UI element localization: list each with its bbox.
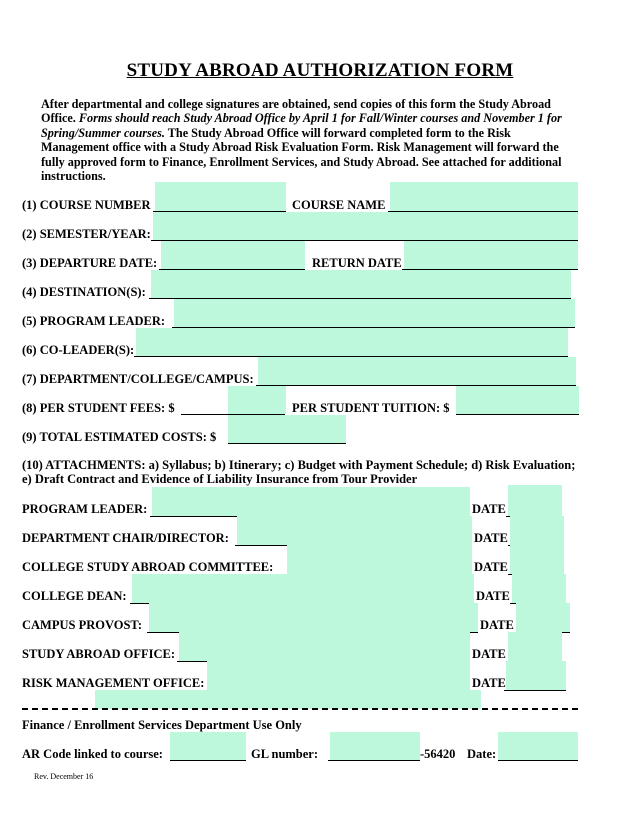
signature-field-risk-management[interactable] xyxy=(207,661,470,690)
destinations-label: (4) DESTINATION(S): xyxy=(22,285,146,299)
date-label: DATE xyxy=(474,531,508,545)
per-student-tuition-label: PER STUDENT TUITION: $ xyxy=(292,401,450,415)
date-field-college-dean[interactable] xyxy=(512,574,566,603)
finance-heading: Finance / Enrollment Services Department Use Only xyxy=(22,718,302,732)
signature-label-study-abroad-committee: COLLEGE STUDY ABROAD COMMITTEE: xyxy=(22,560,274,574)
separator-dashes xyxy=(22,708,578,710)
program-leader-field[interactable] xyxy=(174,299,575,327)
date-label: DATE xyxy=(472,502,506,516)
course-name-label: COURSE NAME xyxy=(292,198,386,212)
date-field-study-abroad-office[interactable] xyxy=(508,632,562,661)
semester-year-label: (2) SEMESTER/YEAR: xyxy=(22,227,151,241)
signature-label-study-abroad-office: STUDY ABROAD OFFICE: xyxy=(22,647,176,661)
course-number-field[interactable] xyxy=(155,182,286,211)
date-field-risk-management[interactable] xyxy=(506,661,566,690)
signature-label-campus-provost: CAMPUS PROVOST: xyxy=(22,618,143,632)
intro-text-1: After departmental and college signatures are obtained, send copies of this form the Study Abroad Office. xyxy=(41,97,551,126)
signature-field-department-chair[interactable] xyxy=(237,516,472,545)
risk-management-extra-field[interactable] xyxy=(95,690,481,709)
finance-date-label: Date: xyxy=(467,747,497,761)
total-costs-line xyxy=(228,443,346,444)
signature-field-campus-provost[interactable] xyxy=(149,603,478,632)
ar-code-label: AR Code linked to course: xyxy=(22,747,163,761)
co-leaders-field[interactable] xyxy=(136,328,568,356)
intro-deadline-text: Forms should reach Study Abroad Office by April 1 for Fall/Winter courses and November 1 for Spring/Summer courses. xyxy=(41,111,562,140)
finance-date-line xyxy=(498,760,578,761)
return-date-label: RETURN DATE xyxy=(312,256,402,270)
finance-date-field[interactable] xyxy=(498,732,578,760)
intro-paragraph xyxy=(41,97,576,183)
departure-date-field[interactable] xyxy=(161,241,305,269)
gl-suffix: -56420 xyxy=(420,747,456,761)
date-label: DATE xyxy=(472,647,506,661)
signature-label-risk-management: RISK MANAGEMENT OFFICE: xyxy=(22,676,205,690)
signature-label-program-leader: PROGRAM LEADER: xyxy=(22,502,148,516)
signature-field-study-abroad-committee[interactable] xyxy=(287,545,472,574)
signature-field-program-leader[interactable] xyxy=(152,487,470,516)
total-costs-field[interactable] xyxy=(228,415,346,443)
intro-text-2: The Study Abroad Office will forward completed form to the Risk Management office with a Study Abroad Risk Evaluation Form. Risk Management will forward the fully approved form to Finance, Enrollment Services, and Study Abroad. See attached for additional instructions. xyxy=(41,125,562,184)
course-name-field[interactable] xyxy=(390,182,578,211)
destinations-field[interactable] xyxy=(151,270,571,298)
total-costs-label: (9) TOTAL ESTIMATED COSTS: $ xyxy=(22,430,217,444)
department-field[interactable] xyxy=(258,357,576,385)
per-student-tuition-line xyxy=(456,414,579,415)
date-field-program-leader[interactable] xyxy=(508,485,562,516)
gl-number-label: GL number: xyxy=(251,747,319,761)
ar-code-field[interactable] xyxy=(170,732,246,760)
department-label: (7) DEPARTMENT/COLLEGE/CAMPUS: xyxy=(22,372,254,386)
date-label: DATE xyxy=(480,618,514,632)
attachments-text: (10) ATTACHMENTS: a) Syllabus; b) Itinerary; c) Budget with Payment Schedule; d) Risk Evaluation; e) Draft Contract and Evidence of Liability Insurance from Tour Provider xyxy=(22,458,576,486)
ar-code-line xyxy=(170,760,246,761)
signature-field-study-abroad-office[interactable] xyxy=(179,632,470,661)
date-field-department-chair[interactable] xyxy=(510,516,564,545)
revision-note: Rev. December 16 xyxy=(34,772,94,781)
per-student-tuition-field[interactable] xyxy=(456,386,579,414)
signature-label-department-chair: DEPARTMENT CHAIR/DIRECTOR: xyxy=(22,531,229,545)
per-student-fees-label: (8) PER STUDENT FEES: $ xyxy=(22,401,175,415)
date-label: DATE xyxy=(476,589,510,603)
gl-number-field[interactable] xyxy=(330,732,420,760)
date-field-study-abroad-committee[interactable] xyxy=(510,545,564,574)
return-date-field[interactable] xyxy=(404,241,578,269)
date-label: DATE xyxy=(474,560,508,574)
signature-label-college-dean: COLLEGE DEAN: xyxy=(22,589,127,603)
semester-year-field[interactable] xyxy=(153,212,578,240)
date-field-campus-provost[interactable] xyxy=(516,603,570,632)
gl-number-line xyxy=(328,760,420,761)
course-number-label: (1) COURSE NUMBER xyxy=(22,198,151,212)
per-student-fees-field[interactable] xyxy=(228,386,286,414)
date-line xyxy=(504,690,566,691)
departure-date-label: (3) DEPARTURE DATE: xyxy=(22,256,158,270)
date-label: DATE xyxy=(472,676,506,690)
form-title: STUDY ABROAD AUTHORIZATION FORM xyxy=(126,60,514,81)
program-leader-label: (5) PROGRAM LEADER: xyxy=(22,314,166,328)
signature-field-college-dean[interactable] xyxy=(132,574,474,603)
co-leaders-label: (6) CO-LEADER(S): xyxy=(22,343,135,357)
